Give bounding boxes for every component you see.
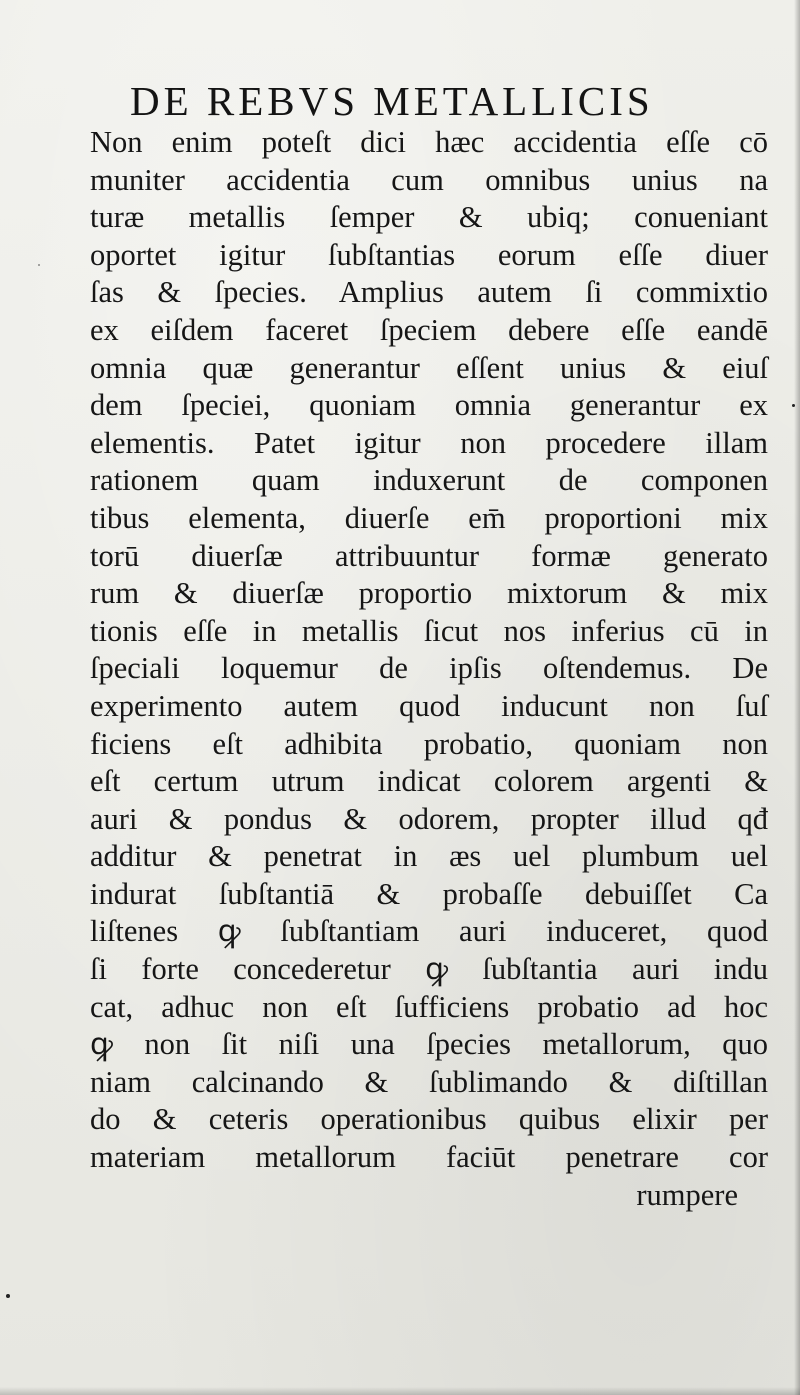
text-line: auri & pondus & odorem, propter illud qđ bbox=[90, 801, 768, 836]
text-line: muniter accidentia cum omnibus unius na bbox=[90, 162, 768, 197]
text-line: elementis. Patet igitur non procedere illam bbox=[90, 425, 768, 460]
body-text bbox=[90, 124, 768, 1214]
text-line: do & ceteris operationibus quibus elixir per bbox=[90, 1102, 768, 1137]
text-line: materiam metallorum faciūt penetrare cor bbox=[90, 1140, 768, 1175]
text-line: rationem quam induxerunt de componen bbox=[90, 463, 768, 498]
page-bottom-shadow bbox=[0, 1387, 800, 1395]
text-line: liſtenes ꝙ ſubſtantiam auri induceret, quod bbox=[90, 914, 768, 949]
text-line: rum & diuerſæ proportio mixtorum & mix bbox=[90, 576, 768, 611]
text-line: indurat ſubſtantiā & probaſſe debuiſſet Ca bbox=[90, 876, 768, 911]
text-line: turæ metallis ſemper & ubiq; conueniant bbox=[90, 200, 768, 235]
text-line: ſi forte concederetur ꝙ ſubſtantia auri indu bbox=[90, 952, 768, 987]
text-line: torū diuerſæ attribuuntur formæ generato bbox=[90, 538, 768, 573]
text-line: ꝙ non ſit niſi una ſpecies metallorum, quo bbox=[90, 1027, 768, 1062]
ink-speck bbox=[792, 404, 795, 407]
text-line: dem ſpeciei, quoniam omnia generantur ex bbox=[90, 388, 768, 423]
catchword: rumpere bbox=[636, 1177, 738, 1212]
text-line: ſas & ſpecies. Amplius autem ſi commixtio bbox=[90, 275, 768, 310]
text-line: niam calcinando & ſublimando & diſtillan bbox=[90, 1064, 768, 1099]
text-line: eſt certum utrum indicat colorem argenti & bbox=[90, 764, 768, 799]
ink-speck bbox=[38, 264, 40, 266]
text-line: ſpeciali loquemur de ipſis oſtendemus. De bbox=[90, 651, 768, 686]
text-line: oportet igitur ſubſtantias eorum eſſe diuer bbox=[90, 237, 768, 272]
running-head: DE REBVS METALLICIS bbox=[130, 78, 654, 124]
text-line: experimento autem quod inducunt non ſuſ bbox=[90, 688, 768, 723]
text-line: additur & penetrat in æs uel plumbum uel bbox=[90, 839, 768, 874]
text-line: tionis eſſe in metallis ſicut nos inferius cū in bbox=[90, 613, 768, 648]
page-edge-shadow bbox=[794, 0, 800, 1395]
ink-speck bbox=[6, 1294, 10, 1298]
text-line: ex eiſdem faceret ſpeciem debere eſſe eandē bbox=[90, 312, 768, 347]
text-line: omnia quæ generantur eſſent unius & eiuſ bbox=[90, 350, 768, 385]
text-line: Non enim poteſt dici hæc accidentia eſſe cō bbox=[90, 125, 768, 159]
text-line: tibus elementa, diuerſe em̄ proportioni mix bbox=[90, 500, 768, 535]
text-line: cat, adhuc non eſt ſufficiens probatio ad hoc bbox=[90, 989, 768, 1024]
text-line: ficiens eſt adhibita probatio, quoniam non bbox=[90, 726, 768, 761]
